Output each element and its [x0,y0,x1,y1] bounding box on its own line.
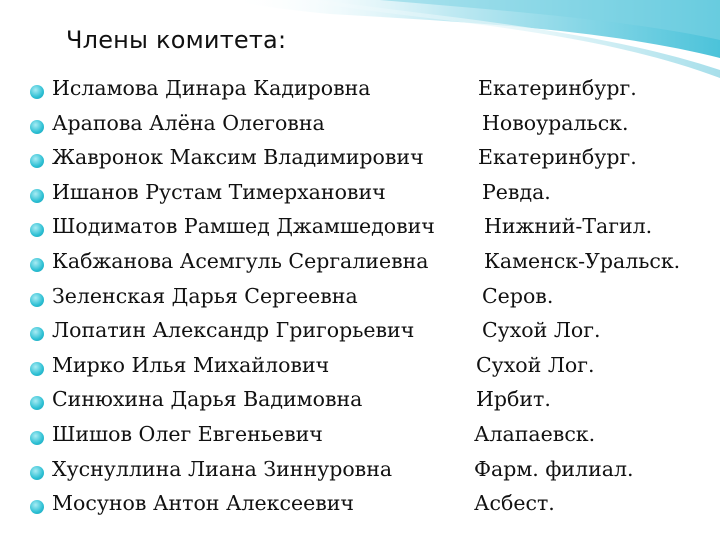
list-item [30,318,710,353]
list-item [30,180,710,215]
bullet-icon [30,85,44,99]
member-city: Новоуральск. [482,110,629,135]
member-city: Каменск-Уральск. [484,248,681,273]
member-city: Нижний-Тагил. [484,214,653,239]
list-item [30,353,710,388]
bullet-icon [30,258,44,272]
list-item [30,76,710,111]
member-name: Арапова Алёна Олеговна [52,110,325,135]
member-name: Мосунов Антон Алексеевич [52,491,354,516]
list-item [30,387,710,422]
list-item [30,214,710,249]
member-city: Сухой Лог. [482,318,601,343]
list-item [30,457,710,492]
bullet-icon [30,431,44,445]
list-item [30,111,710,146]
bullet-icon [30,120,44,134]
member-city: Асбест. [474,491,555,516]
member-city: Екатеринбург. [478,145,637,170]
list-item [30,491,710,526]
member-city: Сухой Лог. [476,352,595,377]
member-city: Ревда. [482,179,551,204]
list-item [30,284,710,319]
bullet-icon [30,223,44,237]
member-city: Екатеринбург. [478,76,637,100]
bullet-icon [30,362,44,376]
member-city: Алапаевск. [474,421,596,446]
member-name: Хуснуллина Лиана Зиннуровна [52,456,393,481]
member-city: Ирбит. [476,387,551,412]
bullet-icon [30,466,44,480]
member-city: Серов. [482,283,554,308]
member-city: Фарм. филиал. [474,456,634,481]
bullet-icon [30,154,44,168]
page-title: Члены комитета: [66,26,287,54]
member-name: Зеленская Дарья Сергеевна [52,283,358,308]
member-name: Шодиматов Рамшед Джамшедович [52,214,435,239]
members-list [30,76,710,526]
list-item [30,145,710,180]
member-name: Исламова Динара Кадировна [52,76,371,100]
member-name: Кабжанова Асемгуль Сергалиевна [52,248,429,273]
bullet-icon [30,327,44,341]
member-name: Шишов Олег Евгеньевич [52,421,323,446]
member-name: Ишанов Рустам Тимерханович [52,179,386,204]
bullet-icon [30,189,44,203]
bullet-icon [30,396,44,410]
member-name: Мирко Илья Михайлович [52,352,330,377]
bullet-icon [30,293,44,307]
bullet-icon [30,500,44,514]
member-name: Лопатин Александр Григорьевич [52,318,415,343]
list-item [30,249,710,284]
member-name: Синюхина Дарья Вадимовна [52,387,363,412]
list-item [30,422,710,457]
member-name: Жавронок Максим Владимирович [52,145,424,170]
